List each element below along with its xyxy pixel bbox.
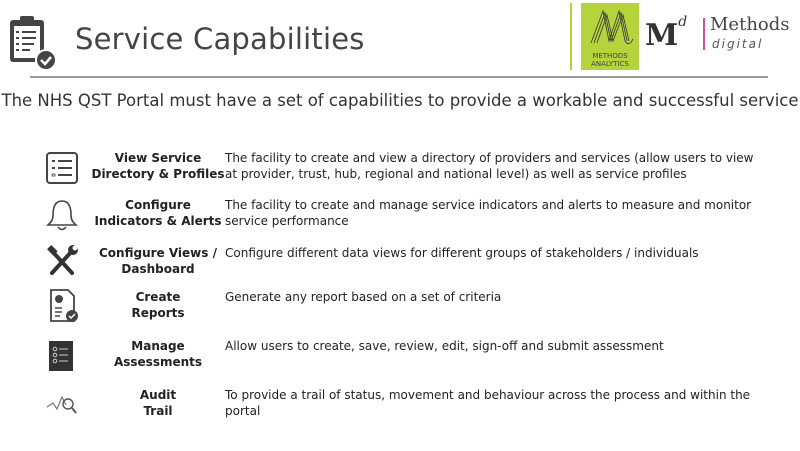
capability-label: Create [135, 290, 181, 304]
md-logo-m: M [645, 18, 679, 53]
capability-label: Manage [131, 339, 185, 353]
capability-description: To provide a trail of status, movement and behaviour across the process and within the portal [225, 388, 751, 418]
md-logo-d: d [678, 14, 688, 30]
md-logo [645, 14, 688, 53]
checklist-icon [44, 338, 80, 374]
capability-label: Dashboard [121, 262, 195, 276]
analytics-logo-line1: METHODS [592, 52, 628, 60]
report-icon [44, 288, 80, 324]
capability-description: Configure different data views for different groups of stakeholders / individuals [225, 246, 699, 260]
capability-label: View Service [114, 151, 202, 165]
tools-icon [44, 243, 80, 279]
analytics-logo-line2: ANALYTICS [591, 60, 629, 68]
page-title: Service Capabilities [75, 22, 365, 56]
capability-label: Trail [143, 404, 173, 418]
logo-divider [570, 3, 572, 70]
capability-label: Configure [125, 198, 191, 212]
methods-digital-name: Methods [710, 14, 790, 35]
list-icon [44, 150, 80, 186]
methods-analytics-logo [581, 3, 639, 70]
page-subtitle: The NHS QST Portal must have a set of capabilities to provide a workable and successful service [1, 91, 799, 110]
methods-digital-sub: digital [712, 37, 764, 51]
audit-icon [44, 387, 80, 423]
capability-label: Indicators & Alerts [94, 214, 222, 228]
title-divider [30, 76, 768, 78]
capability-label: Assessments [113, 355, 203, 369]
capability-label: Reports [131, 306, 185, 320]
bell-icon [44, 197, 80, 233]
capability-label: Directory & Profiles [91, 167, 225, 181]
capability-label: Audit [139, 388, 177, 402]
capability-description: Allow users to create, save, review, edit, sign-off and submit assessment [225, 339, 664, 353]
capability-description: The facility to create and manage service indicators and alerts to measure and monitor service performance [225, 198, 752, 228]
capability-label: Configure Views / [99, 246, 217, 260]
capability-description: Generate any report based on a set of criteria [225, 290, 502, 304]
capability-description: The facility to create and view a directory of providers and services (allow users to view at provider, trust, hub, regional and national level) as well as service profiles [225, 151, 754, 181]
clipboard-check-icon [8, 14, 58, 72]
pink-divider [703, 18, 705, 50]
